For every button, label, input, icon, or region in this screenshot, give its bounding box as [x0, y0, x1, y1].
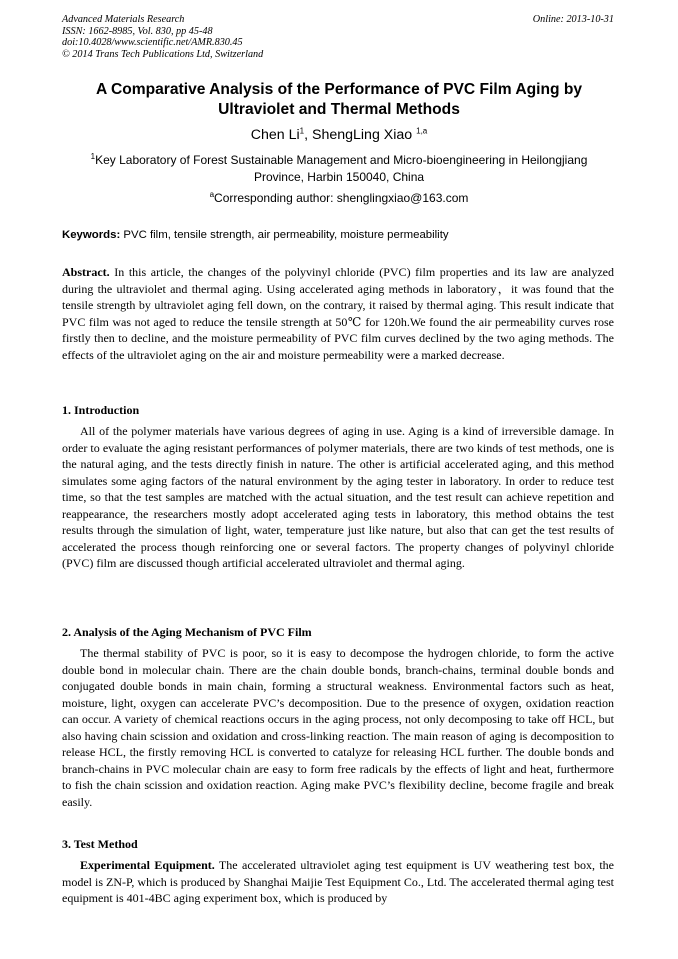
affiliation-text: Key Laboratory of Forest Sustainable Management and Micro-bioengineering in Heilongjiang Province, Harbin 150040, China: [95, 153, 588, 184]
keywords-text: PVC film, tensile strength, air permeability, moisture permeability: [120, 229, 449, 241]
section-3-text: The accelerated ultraviolet aging test equipment is UV weathering test box, the model is ZN-P, which is produced by Shanghai Maijie Test Equipment Co., Ltd. The accelerated thermal aging test equipment is 401-4BC aging experiment box, which is produced by: [62, 858, 615, 905]
section-1-heading: 1. Introduction: [62, 403, 140, 417]
issn-line: ISSN: 1662-8985, Vol. 830, pp 45-48: [62, 25, 213, 37]
online-date: Online: 2013-10-31: [532, 14, 614, 25]
paper-title: A Comparative Analysis of the Performance of PVC Film Aging by Ultraviolet and Thermal Methods: [95, 81, 583, 118]
copyright-line: © 2014 Trans Tech Publications Ltd, Switzerland: [62, 48, 264, 60]
corresponding-author: [0, 191, 678, 205]
corresponding-text: Corresponding author: shenglingxiao@163.com: [214, 191, 469, 205]
affiliation: [70, 152, 608, 186]
author-1-name: Chen Li: [250, 127, 300, 143]
keywords-label: Keywords:: [62, 229, 121, 241]
journal-header: [62, 14, 614, 60]
section-3-heading: 3. Test Method: [62, 837, 138, 851]
journal-name: Advanced Materials Research: [62, 14, 185, 25]
author-1-sup: 1: [299, 126, 305, 136]
doi-line: doi:10.4028/www.scientific.net/AMR.830.45: [62, 37, 243, 49]
author-separator: ,: [304, 127, 312, 143]
abstract-text: In this article, the changes of the polyvinyl chloride (PVC) film properties and its law are analyzed during the ultraviolet and thermal aging. Using accelerated aging methods in laboratory，it was found that the tensile strength by ultraviolet aging fell down, on the contrary, it raised by thermal aging. This result indicate that PVC film was not aged to reduce the tensile strength at 50℃ for 120h.We found the air permeability curves rose firstly then to decline, and the moisture permeability of PVC film curves declined by the two aging methods. The effects of the ultraviolet aging on the air and moisture permeability were a marked decrease.: [62, 265, 614, 362]
keywords: [62, 229, 614, 241]
author-2-name: ShengLing Xiao: [311, 127, 417, 143]
section-3-label: Experimental Equipment.: [80, 858, 215, 872]
section-2-heading: 2. Analysis of the Aging Mechanism of PVC Film: [62, 625, 312, 639]
affiliation-sup: 1: [90, 152, 96, 161]
author-2-sup: 1,a: [416, 126, 428, 136]
corresponding-sup: a: [209, 190, 215, 199]
abstract: [62, 264, 614, 363]
section-3-body: [62, 857, 614, 907]
section-1-body: All of the polymer materials have various degrees of aging in use. Aging is a kind of irreversible damage. In order to evaluate the aging resistant performances of polymer materials, there are two kinds of test methods, one is the natural aging, and the tests directly finish in nature. The other is artificial accelerated aging, and this method simulates some aging factors of the natural environment by the aging tester in laboratory. In order to reduce test time, so that the test samples are matched with the actual situation, and the test result can achieve repetition and reappearance, the researchers mostly adopt accelerated aging tests in laboratory, this method obtains the test results through the simulation of light, water, temperature just like nature, but also that can get the test results of accelerated the process though reinforcing one or several factors. The property changes of polyvinyl chloride (PVC) film are discussed though artificial accelerated ultraviolet and thermal aging.: [62, 424, 614, 570]
section-2-body: The thermal stability of PVC is poor, so it is easy to decompose the hydrogen chloride, to form the active double bond in molecular chain. There are the chain double bonds, branch-chains, terminal double bonds and conjugated double bonds in main chain, forming a structural weakness. Environmental factors such as heat, moisture, light, oxygen can accelerate PVC’s decomposition. Due to the presence of oxygen, oxidation reaction can occur. A variety of chemical reactions occurs in the aging process, not only decomposing to take off HCL, but also having chain scission and oxidation and cross-linking reaction. The main reason of aging is decomposition to release HCL, the firstly removing HCL is converted to catalyze for releasing HCL further. The double bonds and branch-chains in PVC molecular chain are easy to form free radicals by the effects of light and heat, furthermore to fish the chain scission and oxidation reaction. Aging make PVC’s flexibility decline, become fragile and break easily.: [62, 646, 614, 809]
abstract-label: Abstract.: [62, 265, 110, 279]
authors-line: [0, 127, 678, 143]
